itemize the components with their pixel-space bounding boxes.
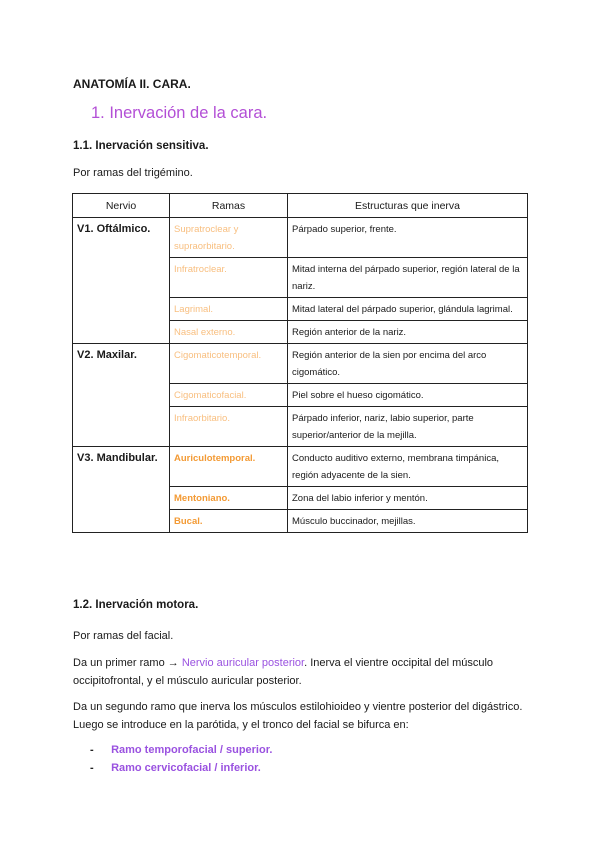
motor-intro: Por ramas del facial.: [73, 630, 174, 642]
structures-cell: Párpado superior, frente.: [288, 218, 528, 258]
list-item: [90, 744, 272, 756]
table-row: [73, 344, 528, 384]
innervation-table: [72, 193, 528, 533]
branch-cell: Mentoniano.: [170, 487, 288, 510]
branch-cell: Cigomaticotemporal.: [170, 344, 288, 384]
structures-cell: Párpado inferior, nariz, labio superior, parte superior/anterior de la mejilla.: [288, 407, 528, 447]
table-row: [73, 447, 528, 487]
bullet-text: Ramo cervicofacial / inferior.: [111, 762, 261, 774]
table-row: [73, 218, 528, 258]
nerve-cell: V1. Oftálmico.: [73, 218, 170, 344]
branch-cell: Auriculotemporal.: [170, 447, 288, 487]
structures-cell: Región anterior de la sien por encima del arco cigomático.: [288, 344, 528, 384]
para1-suffix: . Inerva el vientre occipital del músculo: [304, 657, 494, 669]
bullet-marker: -: [90, 762, 94, 774]
header-nervio: Nervio: [73, 194, 170, 218]
structures-cell: Zona del labio inferior y mentón.: [288, 487, 528, 510]
structures-cell: Piel sobre el hueso cigomático.: [288, 384, 528, 407]
branch-cell: Cigomaticofacial.: [170, 384, 288, 407]
header-ramas: Ramas: [170, 194, 288, 218]
bullet-marker: -: [90, 744, 94, 756]
subsection-heading-motor: 1.2. Inervación motora.: [73, 599, 199, 611]
branch-cell: Infraorbitario.: [170, 407, 288, 447]
nerve-cell: V2. Maxilar.: [73, 344, 170, 447]
nerve-cell: V3. Mandibular.: [73, 447, 170, 533]
branch-cell: Nasal externo.: [170, 321, 288, 344]
sensitive-intro: Por ramas del trigémino.: [73, 167, 193, 179]
motor-paragraph-2-line-2: Luego se introduce en la parótida, y el tronco del facial se bifurca en:: [73, 719, 409, 731]
structures-cell: Región anterior de la nariz.: [288, 321, 528, 344]
structures-cell: Mitad lateral del párpado superior, glándula lagrimal.: [288, 298, 528, 321]
document-title: ANATOMÍA II. CARA.: [73, 77, 191, 91]
nervio-auricular-posterior: Nervio auricular posterior: [181, 657, 305, 669]
subsection-heading-sensitive: 1.1. Inervación sensitiva.: [73, 140, 209, 152]
motor-paragraph-2-line-1: Da un segundo ramo que inerva los músculos estilohioideo y vientre posterior del digástrico.: [73, 701, 523, 713]
section-heading: 1. Inervación de la cara.: [91, 104, 268, 122]
branch-cell: Bucal.: [170, 510, 288, 533]
branch-cell: Infratroclear.: [170, 258, 288, 298]
motor-paragraph-1: [73, 654, 493, 672]
structures-cell: Conducto auditivo externo, membrana timpánica, región adyacente de la sien.: [288, 447, 528, 487]
motor-paragraph-1-line-2: occipitofrontal, y el músculo auricular posterior.: [73, 675, 302, 687]
para1-prefix: Da un primer ramo →: [73, 657, 179, 669]
structures-cell: Mitad interna del párpado superior, región lateral de la nariz.: [288, 258, 528, 298]
bullet-text: Ramo temporofacial / superior.: [111, 744, 273, 756]
header-estructuras: Estructuras que inerva: [288, 194, 528, 218]
list-item: [90, 762, 261, 774]
branch-cell: Supratroclear y supraorbitario.: [170, 218, 288, 258]
branch-cell: Lagrimal.: [170, 298, 288, 321]
structures-cell: Músculo buccinador, mejillas.: [288, 510, 528, 533]
table-header-row: [73, 194, 528, 218]
